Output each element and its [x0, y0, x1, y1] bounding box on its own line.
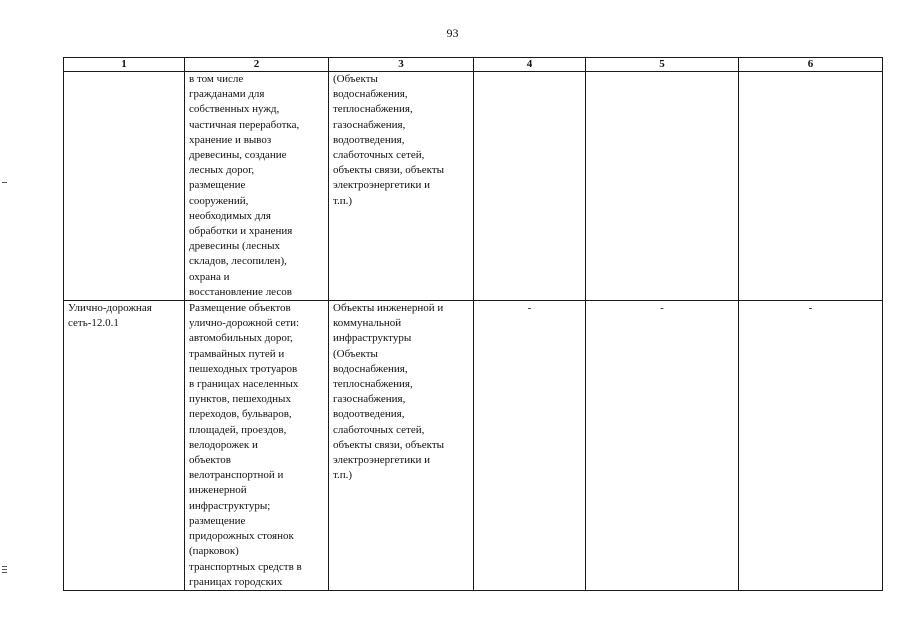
column-header: 2 — [185, 58, 329, 72]
table-cell: - — [474, 301, 586, 591]
table-cell: (Объекты водоснабжения, теплоснабжения, газоснабжения, водоотведения, слаботочных сетей, объекты связи, объекты электроэнергетики и т.п.) — [329, 72, 474, 301]
table-header-row — [64, 58, 883, 72]
page-number: 93 — [446, 26, 459, 40]
column-header: 6 — [739, 58, 883, 72]
margin-mark — [2, 572, 7, 573]
column-header: 3 — [329, 58, 474, 72]
table-cell — [474, 72, 586, 301]
margin-mark — [2, 569, 7, 570]
table-cell: - — [739, 301, 883, 591]
table-cell — [586, 72, 739, 301]
margin-mark — [2, 182, 7, 183]
column-header: 5 — [586, 58, 739, 72]
table-row — [64, 72, 883, 301]
land-use-table — [63, 57, 883, 591]
table-cell — [64, 72, 185, 301]
column-header: 4 — [474, 58, 586, 72]
table-row — [64, 301, 883, 591]
table-cell: в том числе гражданами для собственных нужд, частичная переработка, хранение и вывоз древесины, создание лесных дорог, размещение сооружений, необходимых для обработки и хранения древесины (лесных складов, лесопилен), охрана и восстановление лесов — [185, 72, 329, 301]
table-cell: Улично-дорожная сеть-12.0.1 — [64, 301, 185, 591]
table-cell — [739, 72, 883, 301]
margin-mark — [2, 566, 7, 567]
table-cell: - — [586, 301, 739, 591]
column-header: 1 — [64, 58, 185, 72]
table-cell: Объекты инженерной и коммунальной инфраструктуры (Объекты водоснабжения, теплоснабжения, газоснабжения, водоотведения, слаботочных сетей, объекты связи, объекты электроэнергетики и т.п.) — [329, 301, 474, 591]
table-cell: Размещение объектов улично-дорожной сети: автомобильных дорог, трамвайных путей и пешеходных тротуаров в границах населенных пунктов, пешеходных переходов, бульваров, площадей, проездов, велодорожек и объектов велотранспортной и инженерной инфраструктуры; размещение придорожных стоянок (парковок) транспортных средств в границах городских — [185, 301, 329, 591]
